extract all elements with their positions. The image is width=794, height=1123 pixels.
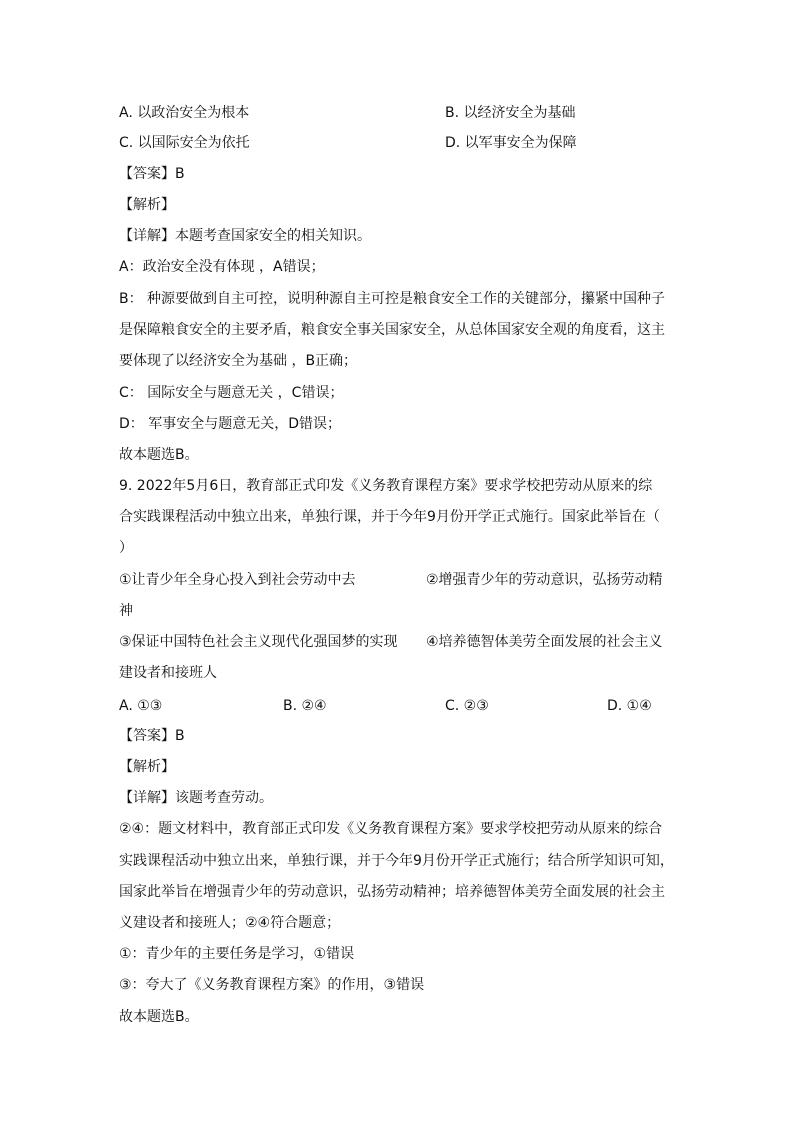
q9-item-2-cont: 神 <box>119 603 133 619</box>
q8-analysis-b-line3: 要体现了以经济安全为基础 ，B正确； <box>119 353 358 369</box>
q9-item-2: ②增强青少年的劳动意识，弘扬劳动精 <box>426 572 663 588</box>
q8-detail: 【详解】本题考查国家安全的相关知识。 <box>119 228 371 244</box>
q9-item-4: ④培养德智体美劳全面发展的社会主义 <box>426 634 663 650</box>
q9-item-1: ①让青少年全身心投入到社会劳动中去 <box>119 572 356 588</box>
q9-item-4-cont: 建设者和接班人 <box>119 665 217 681</box>
q9-option-c: C. ②③ <box>445 698 489 714</box>
q9-analysis-p1: ②④：题文材料中，教育部正式印发《义务教育课程方案》要求学校把劳动从原来的综合 <box>119 821 663 837</box>
q9-stem-line2: 合实践课程活动中独立出来，单独行课，并于今年9月份开学正式施行。国家此举旨在（ <box>119 509 660 525</box>
q8-option-d: D. 以军事安全为保障 <box>445 135 577 151</box>
q8-analysis-heading: 【解析】 <box>119 197 175 213</box>
q8-analysis-a: A：政治安全没有体现 ，A错误； <box>119 259 325 275</box>
q8-analysis-d: D： 军事安全与题意无关，D错误； <box>119 416 342 432</box>
q9-option-b: B. ②④ <box>283 698 327 714</box>
q9-analysis-p6: ③：夸大了《义务教育课程方案》的作用，③错误 <box>119 977 425 993</box>
q9-item-3: ③保证中国特色社会主义现代化强国梦的实现 <box>119 634 398 650</box>
q9-stem-line1: 9. 2022年5月6日，教育部正式印发《义务教育课程方案》要求学校把劳动从原来的综 <box>119 478 653 494</box>
q9-analysis-p4: 义建设者和接班人；②④符合题意； <box>119 915 341 931</box>
q8-option-c: C. 以国际安全为依托 <box>119 135 250 151</box>
q8-analysis-b-line1: B： 种源要做到自主可控，说明种源自主可控是粮食安全工作的关键部分，攥紧中国种子 <box>119 291 666 307</box>
q9-analysis-p2: 实践课程活动中独立出来，单独行课，并于今年9月份开学正式施行；结合所学知识可知， <box>119 853 674 869</box>
q9-stem-line3: ） <box>119 540 133 556</box>
q9-analysis-p3: 国家此举旨在增强青少年的劳动意识，弘扬劳动精神；培养德智体美劳全面发展的社会主 <box>119 884 665 900</box>
q8-analysis-c: C： 国际安全与题意无关 ，C错误； <box>119 385 344 401</box>
q9-analysis-p5: ①：青少年的主要任务是学习，①错误 <box>119 946 355 962</box>
q8-option-b: B. 以经济安全为基础 <box>445 105 576 121</box>
q9-option-a: A. ①③ <box>119 698 163 714</box>
q9-analysis-heading: 【解析】 <box>119 759 175 775</box>
q9-conclusion: 故本题选B。 <box>119 1009 199 1025</box>
q8-answer: 【答案】B <box>119 166 185 182</box>
q8-conclusion: 故本题选B。 <box>119 447 199 463</box>
q9-detail: 【详解】该题考查劳动。 <box>119 790 273 806</box>
q9-option-d: D. ①④ <box>607 698 652 714</box>
q8-analysis-b-line2: 是保障粮食安全的主要矛盾，粮食安全事关国家安全，从总体国家安全观的角度看，这主 <box>119 322 665 338</box>
q9-answer: 【答案】B <box>119 728 185 744</box>
q8-option-a: A. 以政治安全为根本 <box>119 105 250 121</box>
